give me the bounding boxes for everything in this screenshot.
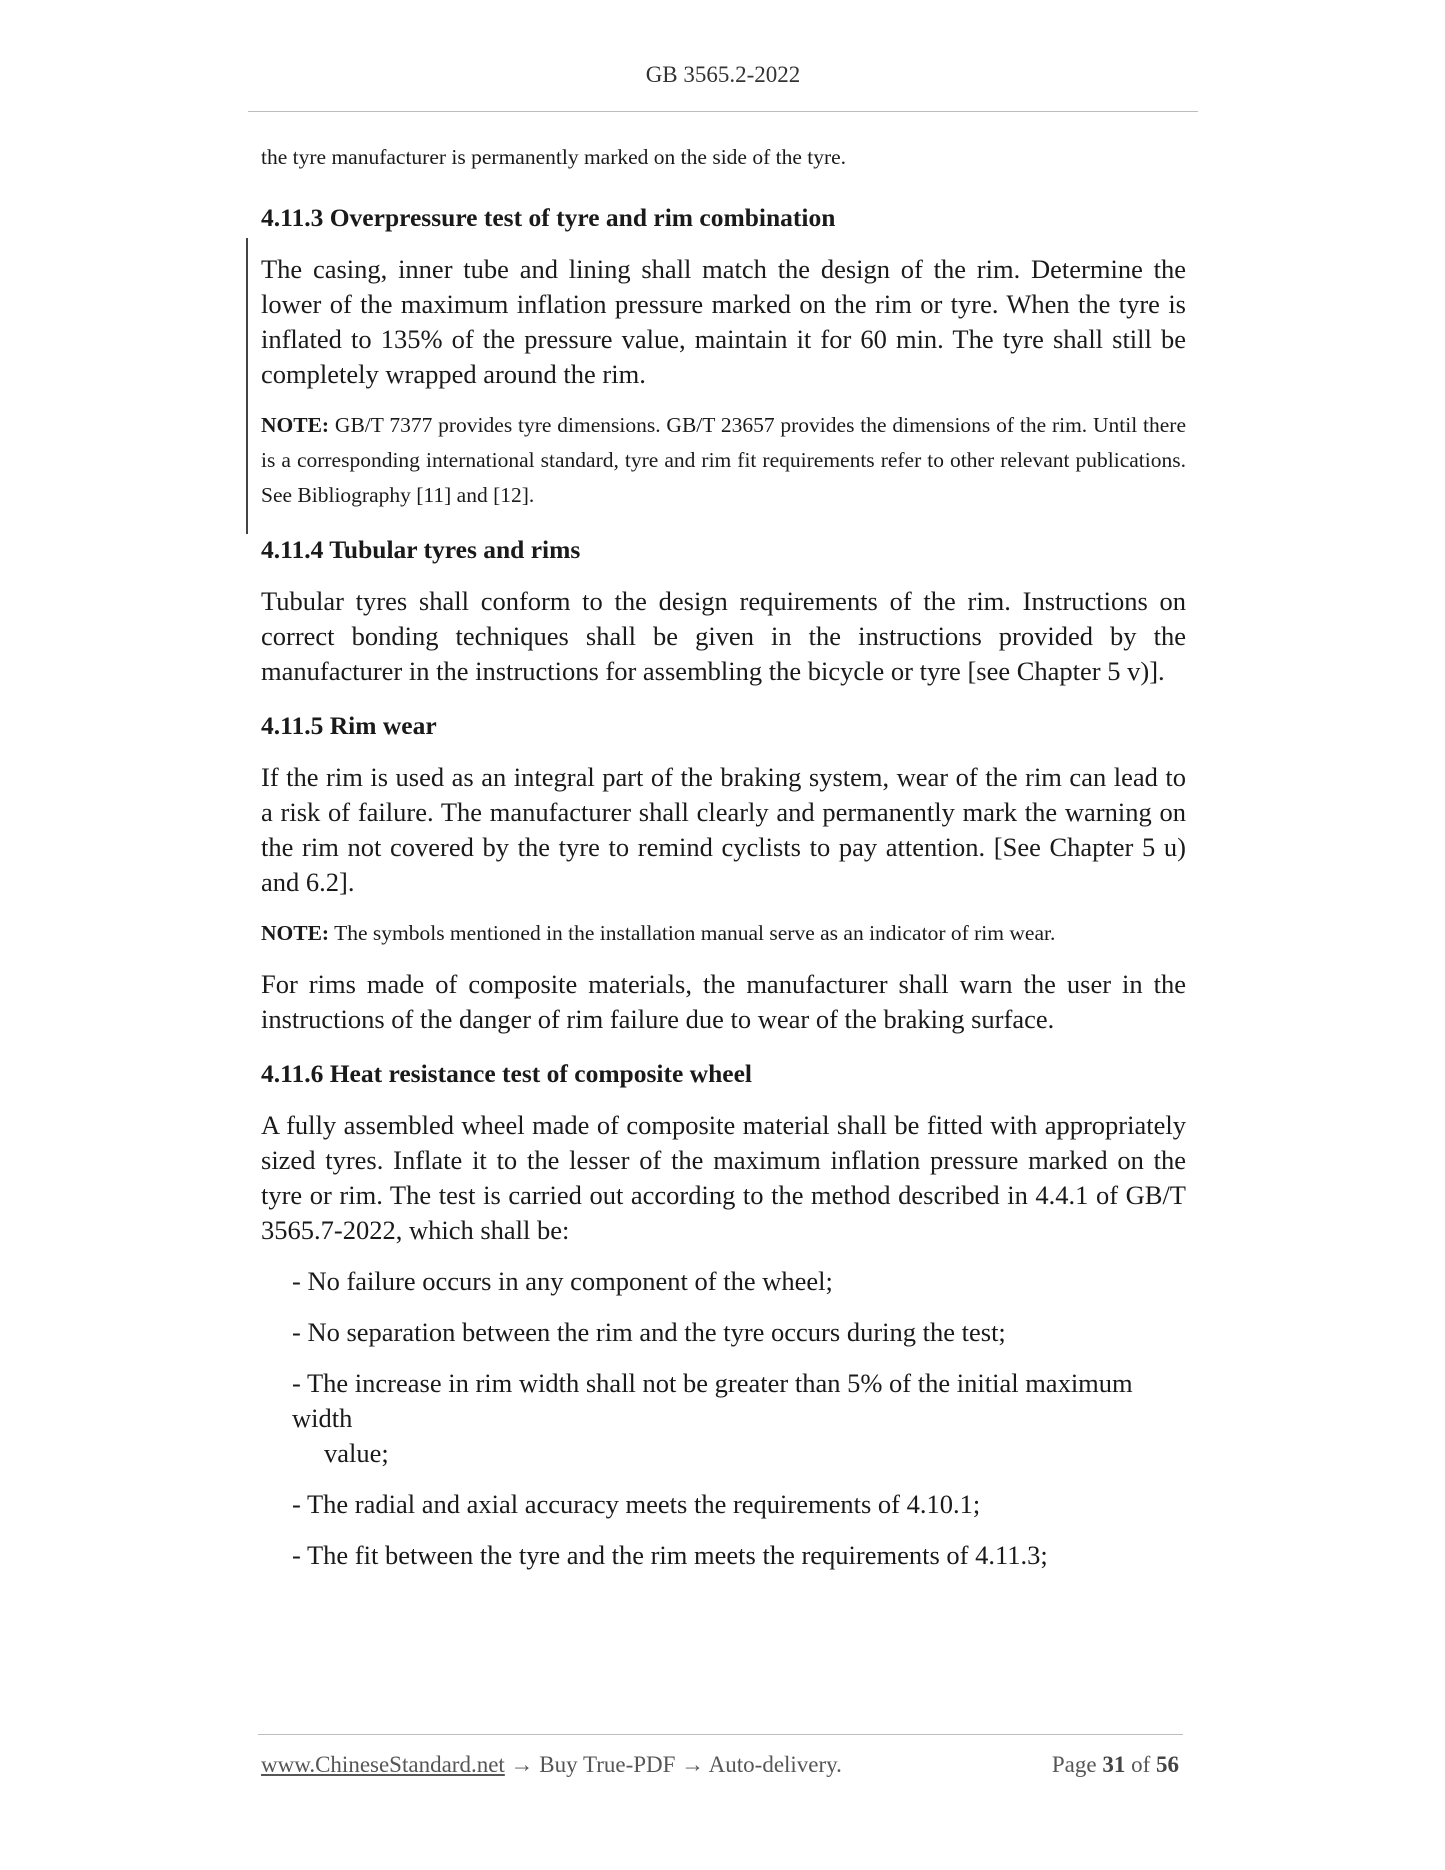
page-number: 31	[1102, 1752, 1126, 1777]
heading-4-11-3: 4.11.3 Overpressure test of tyre and rim combination	[261, 203, 836, 232]
list-item: - No failure occurs in any component of the wheel;	[292, 1266, 833, 1296]
header-divider	[248, 111, 1198, 112]
list-item-continuation: value;	[324, 1438, 389, 1468]
list-item: - No separation between the rim and the tyre occurs during the test;	[292, 1317, 1006, 1347]
footer-divider	[258, 1734, 1183, 1735]
note-label: NOTE:	[261, 921, 330, 945]
heading-4-11-6: 4.11.6 Heat resistance test of composite wheel	[261, 1059, 752, 1088]
list-item: - The radial and axial accuracy meets the requirements of 4.10.1;	[292, 1489, 981, 1519]
note-4-11-3	[261, 408, 1186, 513]
page-footer	[261, 1752, 1179, 1778]
page-indicator	[1052, 1752, 1179, 1778]
footer-promo-text: → Buy True-PDF → Auto-delivery.	[504, 1752, 842, 1777]
of-label: of	[1131, 1752, 1151, 1777]
page-label: Page	[1051, 1752, 1097, 1777]
heading-4-11-4: 4.11.4 Tubular tyres and rims	[261, 535, 581, 564]
total-pages: 56	[1156, 1752, 1179, 1777]
paragraph-4-11-5-b: For rims made of composite materials, the manufacturer shall warn the user in the instructions of the danger of rim failure due to wear of the braking surface.	[261, 969, 1186, 1034]
list-item: - The fit between the tyre and the rim meets the requirements of 4.11.3;	[292, 1540, 1048, 1570]
page-content	[261, 140, 1186, 1573]
website-link[interactable]: www.ChineseStandard.net	[261, 1752, 505, 1777]
paragraph-4-11-6: A fully assembled wheel made of composite material shall be fitted with appropriately sized tyres. Inflate it to the lesser of the maximum inflation pressure marked on the tyre or rim. The test is carried out according to the method described in 4.4.1 of GB/T 3565.7-2022, which shall be:	[261, 1110, 1186, 1245]
heading-4-11-5: 4.11.5 Rim wear	[261, 711, 437, 740]
intro-line: the tyre manufacturer is permanently marked on the side of the tyre.	[261, 145, 847, 169]
note-text: The symbols mentioned in the installation manual serve as an indicator of rim wear.	[329, 921, 1056, 945]
paragraph-4-11-4: Tubular tyres shall conform to the design requirements of the rim. Instructions on correct bonding techniques shall be given in the instructions provided by the manufacturer in the instructions for assembling the bicycle or tyre [see Chapter 5 v)].	[261, 586, 1186, 686]
note-label: NOTE:	[261, 413, 330, 437]
note-4-11-5	[261, 916, 1186, 951]
document-header	[248, 62, 1198, 88]
revision-change-bar	[246, 238, 248, 534]
paragraph-4-11-3: The casing, inner tube and lining shall match the design of the rim. Determine the lower of the maximum inflation pressure marked on the rim or tyre. When the tyre is inflated to 135% of the pressure value, maintain it for 60 min. The tyre shall still be completely wrapped around the rim.	[261, 254, 1186, 389]
document-id: GB 3565.2-2022	[645, 62, 801, 87]
list-item	[261, 1366, 1186, 1471]
list-item-text: - The increase in rim width shall not be greater than 5% of the initial maximum width	[292, 1368, 1133, 1433]
note-text: GB/T 7377 provides tyre dimensions. GB/T 23657 provides the dimensions of the rim. Until there is a corresponding international standard, tyre and rim fit requirements refer to other relevant publications. See Bibliography [11] and [12].	[261, 413, 1186, 507]
paragraph-4-11-5-a: If the rim is used as an integral part of the braking system, wear of the rim can lead to a risk of failure. The manufacturer shall clearly and permanently mark the warning on the rim not covered by the tyre to remind cyclists to pay attention. [See Chapter 5 u) and 6.2].	[261, 762, 1186, 897]
